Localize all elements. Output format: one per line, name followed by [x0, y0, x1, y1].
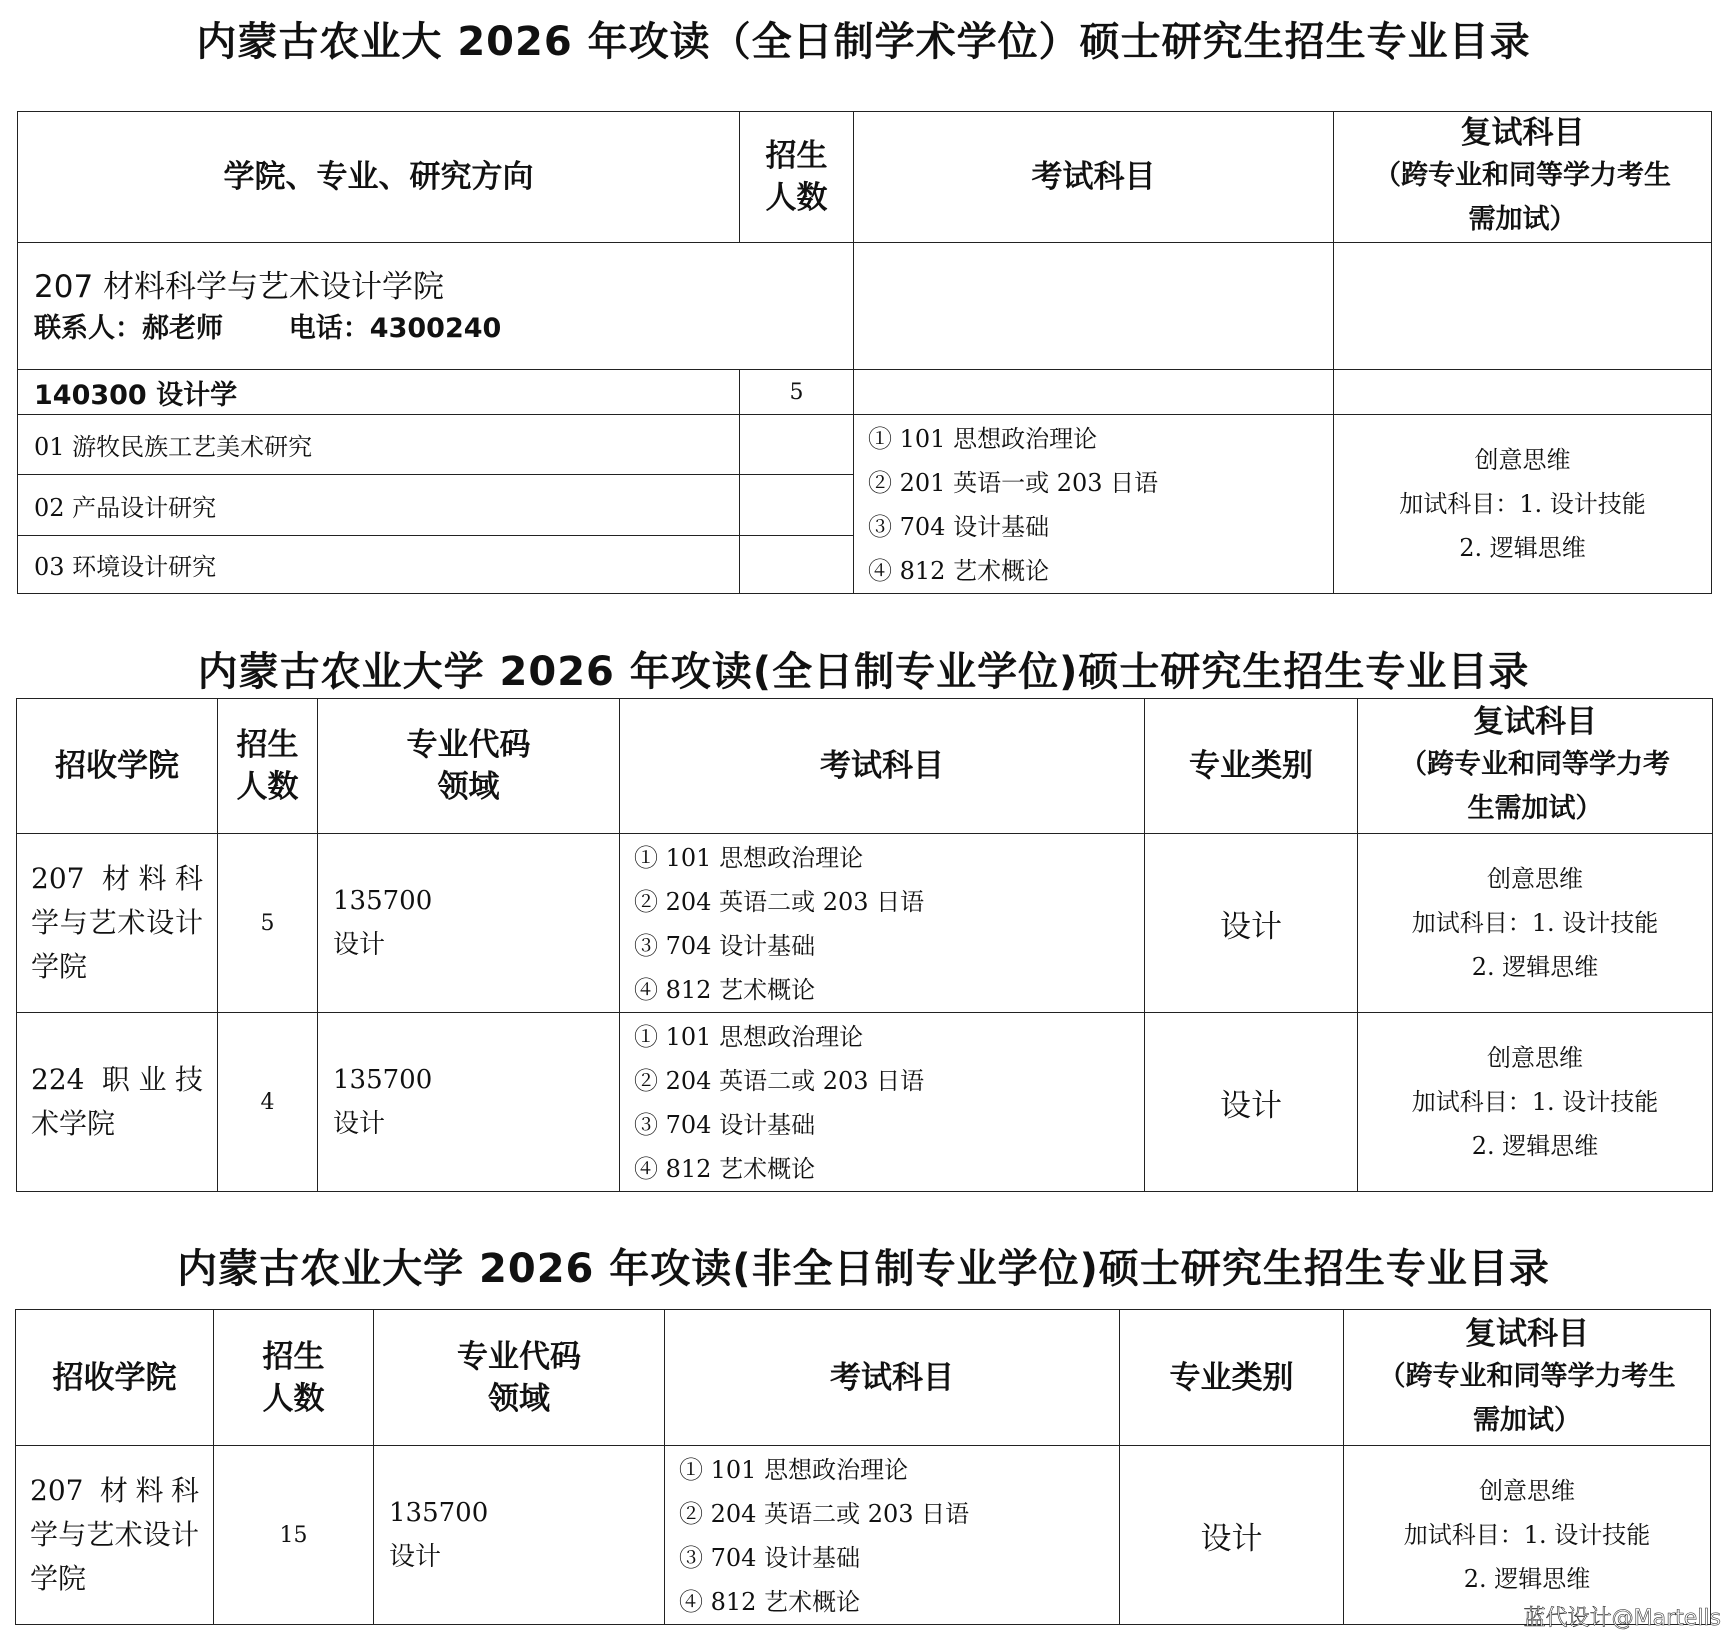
table-header-row	[17, 699, 1713, 834]
major-code: 135700	[333, 1065, 433, 1095]
major-field: 设计	[333, 1109, 386, 1139]
table-header-row	[18, 112, 1712, 243]
exam-subject: ④ 812 艺术概论	[634, 1155, 816, 1183]
retest-subject: 2. 逻辑思维	[1471, 953, 1599, 981]
header-exam-subjects: 考试科目	[620, 699, 1145, 834]
retest-subject: 加试科目：1. 设计技能	[1411, 1088, 1659, 1116]
header-exam-subjects: 考试科目	[854, 112, 1334, 243]
exam-subject: ② 201 英语一或 203 日语	[868, 469, 1159, 497]
exam-subject: ④ 812 艺术概论	[679, 1588, 861, 1616]
exam-subject: ② 204 英语二或 203 日语	[634, 1067, 925, 1095]
parttime-professional-table	[15, 1309, 1711, 1625]
exam-subjects-list	[854, 415, 1334, 594]
header-retest-subjects: 复试科目 （跨专业和同等学力考生 需加试）	[1344, 1310, 1711, 1446]
exam-subject: ④ 812 艺术概论	[634, 976, 816, 1004]
exam-subjects-list	[620, 834, 1145, 1013]
exam-subject: ④ 812 艺术概论	[868, 557, 1050, 585]
exam-subject: ③ 704 设计基础	[634, 1111, 816, 1139]
header-school-major-direction: 学院、专业、研究方向	[18, 112, 740, 243]
academic-degree-table	[17, 111, 1712, 594]
watermark: 蓝代设计@Martells	[1523, 1606, 1721, 1631]
school-name: 207 材料科学与艺术设计学院	[34, 269, 445, 305]
major-code-cell	[318, 834, 620, 1013]
college-name: 207 材料科学与艺术设计学院	[16, 1446, 214, 1625]
retest-subjects-list	[1358, 1013, 1713, 1192]
table-header-row	[16, 1310, 1711, 1446]
header-major-category: 专业类别	[1145, 699, 1358, 834]
retest-subject: 2. 逻辑思维	[1463, 1565, 1591, 1593]
major-row	[18, 370, 1712, 415]
major-code: 135700	[389, 1498, 489, 1528]
exam-subject: ② 204 英语二或 203 日语	[679, 1500, 970, 1528]
retest-subject: 加试科目：1. 设计技能	[1403, 1521, 1651, 1549]
retest-subjects-list	[1334, 415, 1712, 594]
exam-subject: ② 204 英语二或 203 日语	[634, 888, 925, 916]
major-code-cell	[374, 1446, 665, 1625]
exam-subject: ③ 704 设计基础	[679, 1544, 861, 1572]
header-major-code: 专业代码 领域	[318, 699, 620, 834]
major-label: 140300 设计学	[18, 370, 740, 415]
exam-subject: ① 101 思想政治理论	[634, 844, 864, 872]
school-row	[18, 243, 1712, 370]
college-name: 224 职业技术学院	[17, 1013, 218, 1192]
enroll-count: 5	[218, 834, 318, 1013]
school-info-cell	[18, 243, 854, 370]
major-category: 设计	[1145, 1013, 1358, 1192]
retest-subject: 创意思维	[1487, 865, 1583, 893]
retest-subjects-list	[1358, 834, 1713, 1013]
major-field: 设计	[389, 1542, 442, 1572]
header-retest-subjects: 复试科目 （跨专业和同等学力考生 需加试）	[1334, 112, 1712, 243]
exam-subject: ③ 704 设计基础	[868, 513, 1050, 541]
header-major-category: 专业类别	[1120, 1310, 1344, 1446]
exam-subjects-list	[665, 1446, 1120, 1625]
direction-2: 02 产品设计研究	[18, 475, 740, 535]
direction-1: 01 游牧民族工艺美术研究	[18, 415, 740, 475]
page-title-parttime-professional: 内蒙古农业大学 2026 年攻读(非全日制专业学位)硕士研究生招生专业目录	[177, 1246, 1550, 1292]
retest-subjects-list	[1344, 1446, 1711, 1625]
major-enroll-count: 5	[740, 370, 854, 415]
table-row	[17, 1013, 1713, 1192]
retest-subject: 创意思维	[1474, 446, 1571, 474]
school-contact: 联系人：郝老师 电话：4300240	[34, 313, 502, 344]
retest-subject: 创意思维	[1487, 1044, 1583, 1072]
exam-subject: ① 101 思想政治理论	[679, 1456, 909, 1484]
major-field: 设计	[333, 930, 386, 960]
header-enroll-count: 招生 人数	[740, 112, 854, 243]
direction-3: 03 环境设计研究	[18, 535, 740, 593]
header-enroll-count: 招生 人数	[214, 1310, 374, 1446]
exam-subject: ③ 704 设计基础	[634, 932, 816, 960]
enroll-count: 15	[214, 1446, 374, 1625]
enroll-count: 4	[218, 1013, 318, 1192]
major-code-cell	[318, 1013, 620, 1192]
page-title-academic: 内蒙古农业大 2026 年攻读（全日制学术学位）硕士研究生招生专业目录	[196, 19, 1531, 65]
major-category: 设计	[1145, 834, 1358, 1013]
table-row	[17, 834, 1713, 1013]
header-major-code: 专业代码 领域	[374, 1310, 665, 1446]
retest-subject: 2. 逻辑思维	[1459, 534, 1586, 562]
direction-row	[18, 415, 1712, 475]
fulltime-professional-table	[16, 698, 1713, 1192]
header-college: 招收学院	[16, 1310, 214, 1446]
header-retest-subjects: 复试科目 （跨专业和同等学力考 生需加试）	[1358, 699, 1713, 834]
college-name: 207 材料科学与艺术设计学院	[17, 834, 218, 1013]
retest-subject: 2. 逻辑思维	[1471, 1132, 1599, 1160]
header-enroll-count: 招生 人数	[218, 699, 318, 834]
major-category: 设计	[1120, 1446, 1344, 1625]
exam-subject: ① 101 思想政治理论	[634, 1023, 864, 1051]
header-college: 招收学院	[17, 699, 218, 834]
table-row	[16, 1446, 1711, 1625]
exam-subject: ① 101 思想政治理论	[868, 425, 1098, 453]
retest-subject: 加试科目：1. 设计技能	[1411, 909, 1659, 937]
major-code: 135700	[333, 886, 433, 916]
retest-subject: 创意思维	[1479, 1477, 1575, 1505]
page-title-fulltime-professional: 内蒙古农业大学 2026 年攻读(全日制专业学位)硕士研究生招生专业目录	[197, 649, 1530, 695]
exam-subjects-list	[620, 1013, 1145, 1192]
retest-subject: 加试科目：1. 设计技能	[1399, 490, 1646, 518]
header-exam-subjects: 考试科目	[665, 1310, 1120, 1446]
